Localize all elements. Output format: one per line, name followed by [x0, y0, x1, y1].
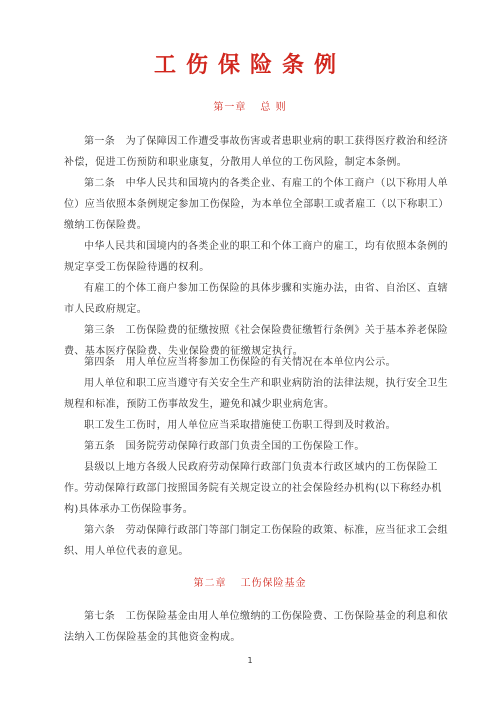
document-title: 工伤保险条例	[153, 52, 346, 78]
article-4: 第四条 用人单位应当将参加工伤保险的有关情况在本单位内公示。	[84, 357, 396, 368]
page-number: 1	[247, 656, 253, 665]
chapter-name: 总 则	[260, 102, 287, 113]
paragraph: 职工发生工伤时，用人单位应当采取措施使工伤职工得到及时救治。	[84, 420, 396, 431]
chapter-heading	[0, 98, 500, 113]
paragraph: 劳动保障行政部门按照国务院有关规定设立的社会保险经办机构(以下称经办机构)具体承办工伤保险事务。	[64, 483, 442, 515]
article-6: 第六条 劳动保障行政部门等部门制定工伤保险的政策、标准，应当征求工会组织、用人单位代表的意见。	[64, 525, 448, 557]
paragraph: 用人单位和职工应当遵守有关安全生产和职业病防治的法律法规，执行安全卫生规程和标准，预防工伤事故发生，避免和减少职业病危害。	[64, 378, 448, 410]
chapter-number: 第二章	[193, 578, 227, 589]
article-5: 第五条 国务院劳动保障行政部门负责全国的工伤保险工作。	[84, 441, 365, 452]
paragraph: 县级以上地方各级人民政府劳动保障行政部门负责本行政区域内的工伤保险工作。	[64, 462, 438, 494]
chapter-number: 第一章	[213, 102, 247, 113]
paragraph: 有雇工的个体工商户参加工伤保险的具体步骤和实施办法，由省、自治区、直辖市人民政府规定。	[64, 283, 448, 315]
chapter-name: 工伤保险基金	[240, 578, 307, 589]
chapter-heading	[0, 574, 500, 589]
article-2: 第二条 中华人民共和国境内的各类企业、有雇工的个体工商户（以下称用人单位）应当依照本条例规定参加工伤保险，为本单位全部职工或者雇工（以下称职工）缴纳工伤保险费。	[64, 178, 449, 231]
paragraph: 中华人民共和国境内的各类企业的职工和个体工商户的雇工，均有依照本条例的规定享受工伤保险待遇的权利。	[64, 241, 448, 273]
article-1: 第一条 为了保障因工作遭受事故伤害或者患职业病的职工获得医疗救治和经济补偿，促进工伤预防和职业康复，分散用人单位的工伤风险，制定本条例。	[64, 136, 448, 168]
article-3: 第三条 工伤保险费的征缴按照《社会保险费征缴暂行条例》关于基本养老保险费、基本医疗保险费、失业保险费的征缴规定执行。	[64, 325, 448, 357]
article-7: 第七条 工伤保险基金由用人单位缴纳的工伤保险费、工伤保险基金的利息和依法纳入工伤保险基金的其他资金构成。	[64, 611, 448, 643]
